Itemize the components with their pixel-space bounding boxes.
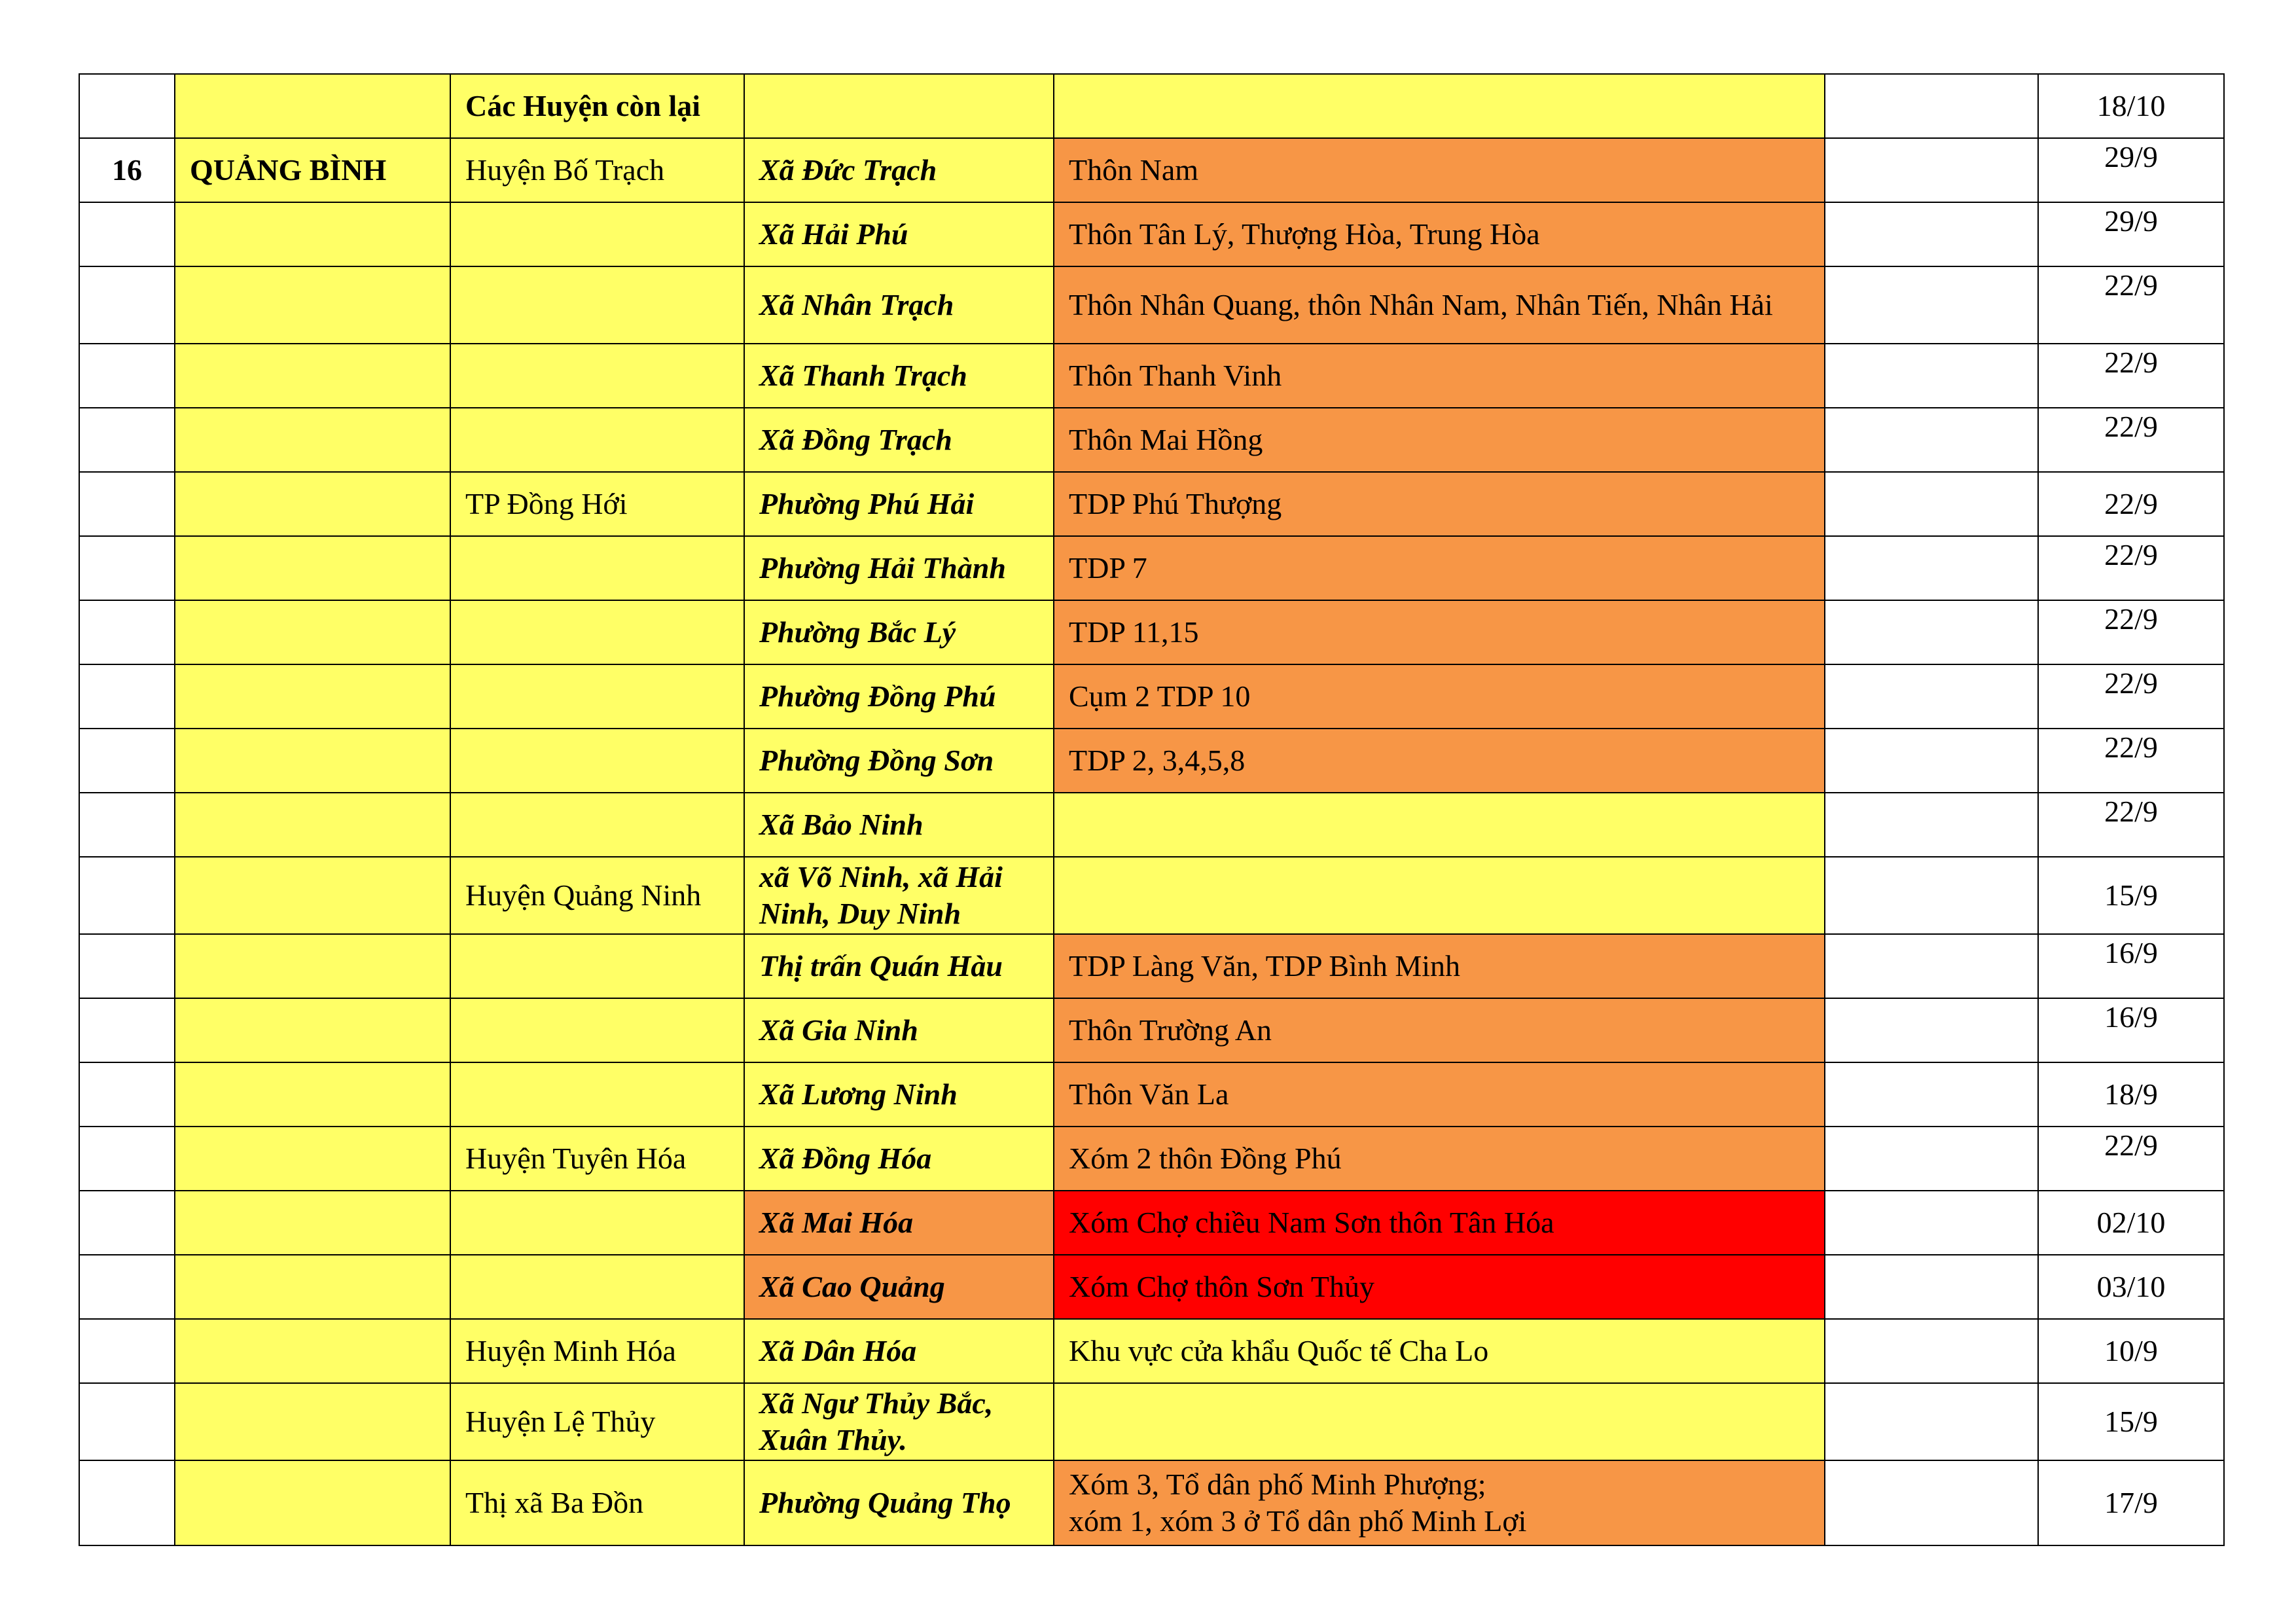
cell-district: Huyện Bố Trạch — [450, 138, 744, 202]
cell-district: Huyện Quảng Ninh — [450, 857, 744, 934]
cell-note — [1825, 344, 2038, 408]
cell-district — [450, 793, 744, 857]
table-row — [79, 600, 2224, 664]
cell-commune: Phường Phú Hải — [744, 472, 1054, 536]
cell-commune: Xã Ngư Thủy Bắc, Xuân Thủy. — [744, 1383, 1054, 1460]
cell-area: Thôn Mai Hồng — [1054, 408, 1825, 472]
cell-note — [1825, 536, 2038, 600]
cell-date: 03/10 — [2038, 1255, 2224, 1319]
cell-district: Huyện Tuyên Hóa — [450, 1127, 744, 1191]
cell-area: TDP 2, 3,4,5,8 — [1054, 729, 1825, 793]
cell-note — [1825, 74, 2038, 138]
cell-stt — [79, 793, 175, 857]
cell-area — [1054, 1383, 1825, 1460]
cell-note — [1825, 1255, 2038, 1319]
cell-stt — [79, 998, 175, 1062]
cell-date: 02/10 — [2038, 1191, 2224, 1255]
table-row — [79, 998, 2224, 1062]
cell-province — [175, 74, 450, 138]
table-row — [79, 536, 2224, 600]
cell-note — [1825, 1319, 2038, 1383]
cell-note — [1825, 472, 2038, 536]
cell-province — [175, 934, 450, 998]
cell-note — [1825, 1460, 2038, 1545]
cell-district: TP Đồng Hới — [450, 472, 744, 536]
cell-district — [450, 934, 744, 998]
cell-note — [1825, 1383, 2038, 1460]
table-row — [79, 408, 2224, 472]
table-body — [79, 74, 2224, 1545]
cell-commune: Xã Gia Ninh — [744, 998, 1054, 1062]
cell-commune: Phường Hải Thành — [744, 536, 1054, 600]
table-row — [79, 664, 2224, 729]
cell-date: 22/9 — [2038, 472, 2224, 536]
cell-commune: Phường Đồng Sơn — [744, 729, 1054, 793]
cell-stt: 16 — [79, 138, 175, 202]
cell-commune: Xã Mai Hóa — [744, 1191, 1054, 1255]
table-row — [79, 266, 2224, 344]
cell-area: Thôn Trường An — [1054, 998, 1825, 1062]
cell-province — [175, 472, 450, 536]
cell-province — [175, 729, 450, 793]
table-row — [79, 1255, 2224, 1319]
cell-date: 29/9 — [2038, 138, 2224, 202]
table-row — [79, 74, 2224, 138]
table-row — [79, 1460, 2224, 1545]
cell-district — [450, 536, 744, 600]
table-row — [79, 729, 2224, 793]
cell-date: 18/9 — [2038, 1062, 2224, 1127]
cell-commune: Xã Đồng Hóa — [744, 1127, 1054, 1191]
cell-commune: Thị trấn Quán Hàu — [744, 934, 1054, 998]
table-row — [79, 1319, 2224, 1383]
cell-area: Thôn Nhân Quang, thôn Nhân Nam, Nhân Tiến, Nhân Hải — [1054, 266, 1825, 344]
cell-area: Thôn Thanh Vinh — [1054, 344, 1825, 408]
cell-date: 22/9 — [2038, 536, 2224, 600]
cell-district: Các Huyện còn lại — [450, 74, 744, 138]
cell-stt — [79, 1191, 175, 1255]
cell-stt — [79, 266, 175, 344]
cell-area: Cụm 2 TDP 10 — [1054, 664, 1825, 729]
cell-province — [175, 1319, 450, 1383]
cell-area: TDP 7 — [1054, 536, 1825, 600]
cell-stt — [79, 664, 175, 729]
cell-date: 18/10 — [2038, 74, 2224, 138]
cell-province — [175, 344, 450, 408]
cell-commune: Xã Bảo Ninh — [744, 793, 1054, 857]
cell-district: Huyện Minh Hóa — [450, 1319, 744, 1383]
cell-note — [1825, 729, 2038, 793]
table-row — [79, 1127, 2224, 1191]
cell-stt — [79, 1255, 175, 1319]
cell-note — [1825, 664, 2038, 729]
cell-stt — [79, 600, 175, 664]
cell-note — [1825, 857, 2038, 934]
cell-date: 22/9 — [2038, 729, 2224, 793]
cell-province — [175, 1191, 450, 1255]
cell-note — [1825, 202, 2038, 266]
cell-date: 22/9 — [2038, 266, 2224, 344]
cell-commune: Xã Nhân Trạch — [744, 266, 1054, 344]
cell-commune: Xã Đức Trạch — [744, 138, 1054, 202]
cell-province — [175, 1383, 450, 1460]
table-row — [79, 344, 2224, 408]
cell-area: Thôn Tân Lý, Thượng Hòa, Trung Hòa — [1054, 202, 1825, 266]
cell-province — [175, 600, 450, 664]
cell-province — [175, 1460, 450, 1545]
cell-stt — [79, 1383, 175, 1460]
cell-district: Thị xã Ba Đồn — [450, 1460, 744, 1545]
cell-note — [1825, 600, 2038, 664]
cell-commune: Phường Quảng Thọ — [744, 1460, 1054, 1545]
cell-area — [1054, 793, 1825, 857]
cell-province — [175, 266, 450, 344]
cell-date: 10/9 — [2038, 1319, 2224, 1383]
cell-note — [1825, 1191, 2038, 1255]
cell-note — [1825, 998, 2038, 1062]
cell-date: 22/9 — [2038, 664, 2224, 729]
cell-stt — [79, 536, 175, 600]
cell-stt — [79, 857, 175, 934]
cell-area: Xóm Chợ thôn Sơn Thủy — [1054, 1255, 1825, 1319]
cell-stt — [79, 934, 175, 998]
cell-date: 29/9 — [2038, 202, 2224, 266]
cell-area: Thôn Văn La — [1054, 1062, 1825, 1127]
cell-date: 22/9 — [2038, 600, 2224, 664]
cell-date: 17/9 — [2038, 1460, 2224, 1545]
cell-stt — [79, 202, 175, 266]
cell-note — [1825, 793, 2038, 857]
cell-commune — [744, 74, 1054, 138]
cell-note — [1825, 1127, 2038, 1191]
cell-area — [1054, 857, 1825, 934]
cell-commune: Xã Đồng Trạch — [744, 408, 1054, 472]
table-row — [79, 202, 2224, 266]
cell-province — [175, 793, 450, 857]
cell-district — [450, 1062, 744, 1127]
table-row — [79, 472, 2224, 536]
cell-province — [175, 1127, 450, 1191]
table-row — [79, 138, 2224, 202]
cell-district — [450, 664, 744, 729]
cell-stt — [79, 74, 175, 138]
cell-province — [175, 1062, 450, 1127]
cell-date: 16/9 — [2038, 998, 2224, 1062]
table-row — [79, 1062, 2224, 1127]
cell-area — [1054, 74, 1825, 138]
cell-district — [450, 1191, 744, 1255]
table-row — [79, 1383, 2224, 1460]
cell-commune: Xã Dân Hóa — [744, 1319, 1054, 1383]
cell-stt — [79, 472, 175, 536]
cell-district — [450, 266, 744, 344]
table-row — [79, 857, 2224, 934]
cell-stt — [79, 1460, 175, 1545]
cell-district — [450, 600, 744, 664]
cell-province — [175, 664, 450, 729]
cell-district: Huyện Lệ Thủy — [450, 1383, 744, 1460]
cell-district — [450, 202, 744, 266]
cell-commune: Xã Hải Phú — [744, 202, 1054, 266]
cell-date: 15/9 — [2038, 1383, 2224, 1460]
cell-stt — [79, 344, 175, 408]
outbreak-area-table — [79, 73, 2225, 1546]
cell-commune: Xã Cao Quảng — [744, 1255, 1054, 1319]
table-row — [79, 793, 2224, 857]
cell-province: QUẢNG BÌNH — [175, 138, 450, 202]
cell-note — [1825, 1062, 2038, 1127]
cell-date: 22/9 — [2038, 344, 2224, 408]
cell-commune: Phường Bắc Lý — [744, 600, 1054, 664]
cell-stt — [79, 1319, 175, 1383]
cell-date: 22/9 — [2038, 793, 2224, 857]
cell-stt — [79, 408, 175, 472]
cell-date: 15/9 — [2038, 857, 2224, 934]
cell-area: TDP 11,15 — [1054, 600, 1825, 664]
cell-district — [450, 344, 744, 408]
table-row — [79, 1191, 2224, 1255]
cell-area: Xóm 2 thôn Đồng Phú — [1054, 1127, 1825, 1191]
table-row — [79, 934, 2224, 998]
cell-note — [1825, 934, 2038, 998]
cell-area: Khu vực cửa khẩu Quốc tế Cha Lo — [1054, 1319, 1825, 1383]
cell-province — [175, 408, 450, 472]
cell-date: 16/9 — [2038, 934, 2224, 998]
cell-province — [175, 1255, 450, 1319]
cell-commune: Phường Đồng Phú — [744, 664, 1054, 729]
cell-area: Thôn Nam — [1054, 138, 1825, 202]
cell-date: 22/9 — [2038, 1127, 2224, 1191]
cell-note — [1825, 408, 2038, 472]
cell-stt — [79, 1062, 175, 1127]
cell-commune: Xã Lương Ninh — [744, 1062, 1054, 1127]
cell-province — [175, 857, 450, 934]
cell-stt — [79, 729, 175, 793]
cell-district — [450, 408, 744, 472]
cell-note — [1825, 266, 2038, 344]
cell-date: 22/9 — [2038, 408, 2224, 472]
cell-commune: Xã Thanh Trạch — [744, 344, 1054, 408]
cell-stt — [79, 1127, 175, 1191]
cell-province — [175, 998, 450, 1062]
cell-area: TDP Phú Thượng — [1054, 472, 1825, 536]
cell-area: TDP Làng Văn, TDP Bình Minh — [1054, 934, 1825, 998]
cell-district — [450, 1255, 744, 1319]
cell-province — [175, 202, 450, 266]
cell-area: Xóm 3, Tổ dân phố Minh Phượng; xóm 1, xóm 3 ở Tổ dân phố Minh Lợi — [1054, 1460, 1825, 1545]
cell-district — [450, 729, 744, 793]
cell-note — [1825, 138, 2038, 202]
cell-commune: xã Võ Ninh, xã Hải Ninh, Duy Ninh — [744, 857, 1054, 934]
cell-district — [450, 998, 744, 1062]
cell-province — [175, 536, 450, 600]
cell-area: Xóm Chợ chiều Nam Sơn thôn Tân Hóa — [1054, 1191, 1825, 1255]
